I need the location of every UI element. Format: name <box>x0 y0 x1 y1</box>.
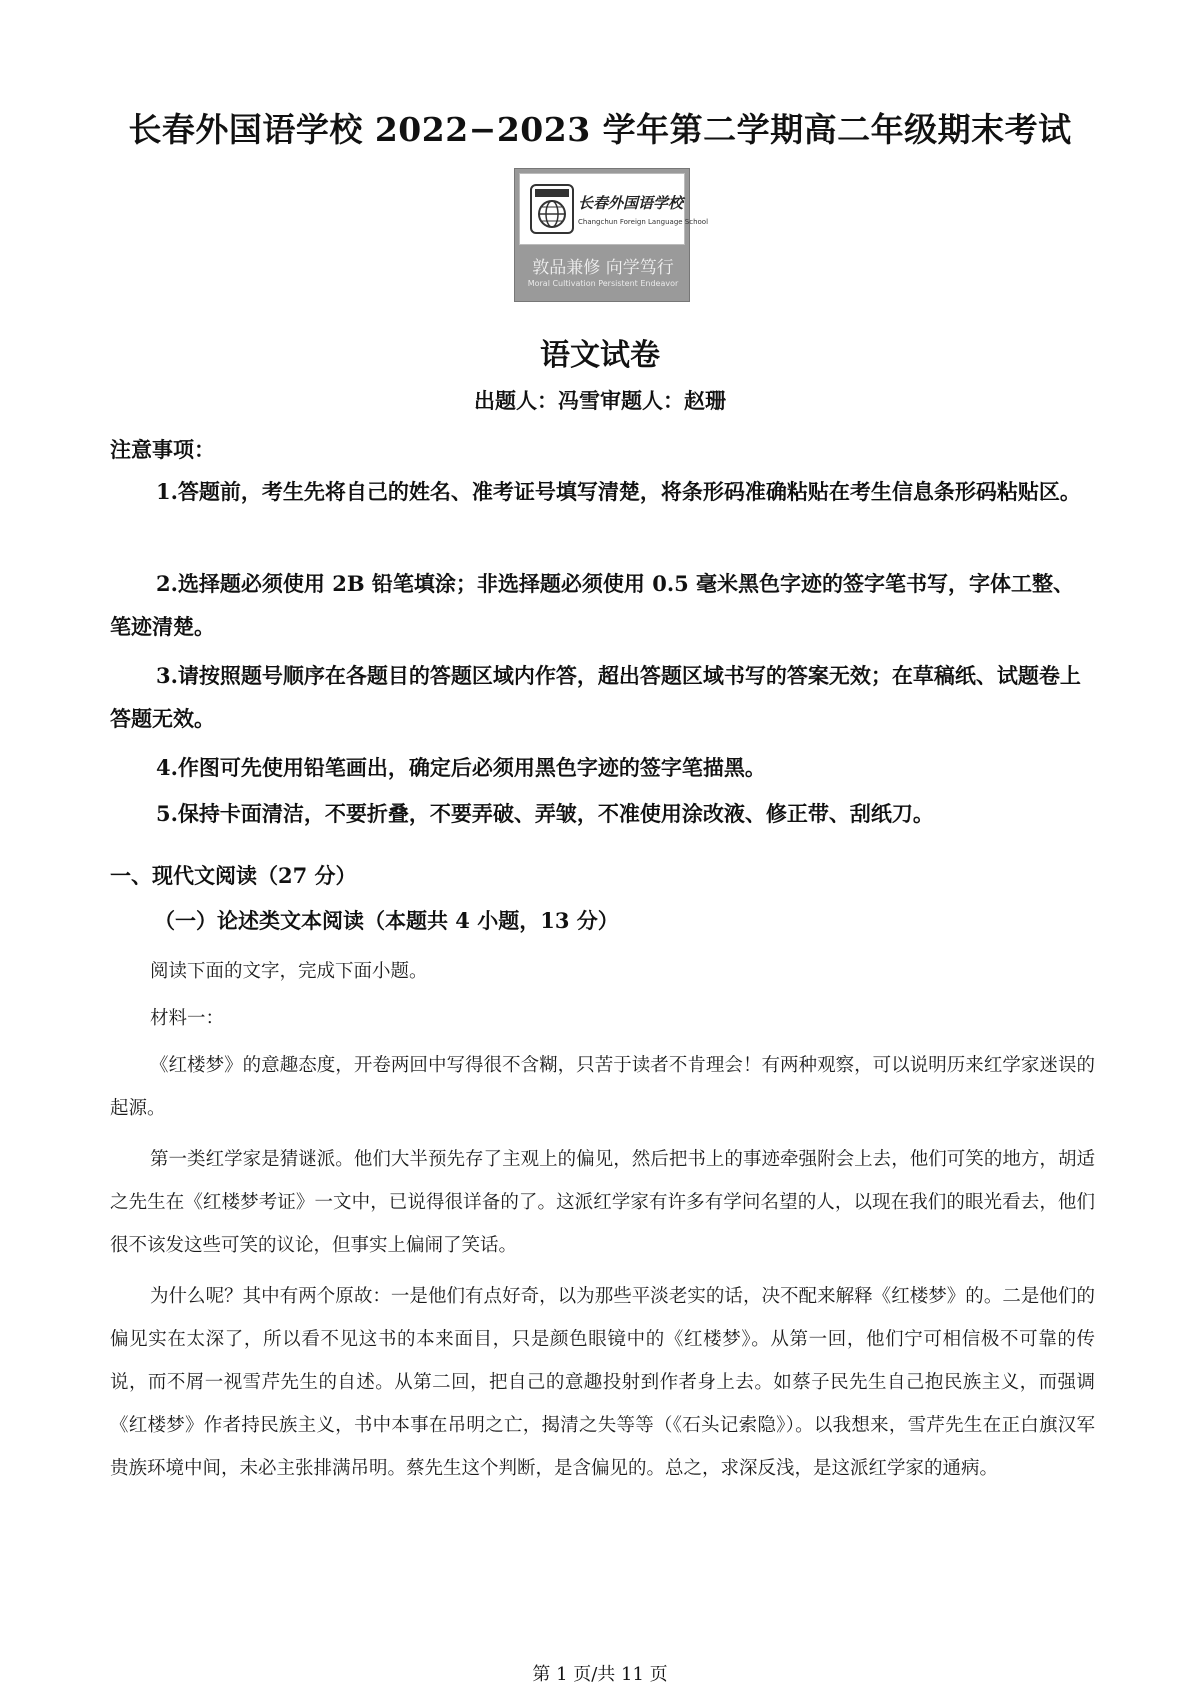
notice-item: 2.选择题必须使用 2B 铅笔填涂；非选择题必须使用 0.5 毫米黑色字迹的签字笔书写，字体工整、笔迹清楚。 <box>110 571 1075 639</box>
school-logo <box>514 168 709 302</box>
notice-item: 3.请按照题号顺序在各题目的答题区域内作答，超出答题区域书写的答案无效；在草稿纸、试题卷上答题无效。 <box>110 663 1081 731</box>
exam-title: 长春外国语学校 2022−2023 学年第二学期高二年级期末考试 <box>128 110 1072 149</box>
notice-heading: 注意事项： <box>110 437 215 462</box>
reading-paragraph: 第一类红学家是猜谜派。他们大半预先存了主观上的偏见，然后把书上的事迹牵强附会上去，他们可笑的地方，胡适之先生在《红楼梦考证》一文中，已说得很详备的了。这派红学家有许多有学问名望的人，以现在我们的眼光看去，他们很不该发这些可笑的议论，但事实上偏闹了笑话。 <box>110 1149 1095 1256</box>
reading-instruction: 阅读下面的文字，完成下面小题。 <box>150 961 428 982</box>
reading-paragraph: 《红楼梦》的意趣态度，开卷两回中写得很不含糊，只苦于读者不肯理会！有两种观察，可以说明历来红学家迷误的起源。 <box>110 1055 1095 1119</box>
reading-paragraph: 为什么呢？其中有两个原故：一是他们有点好奇，以为那些平淡老实的话，决不配来解释《红楼梦》的。二是他们的偏见实在太深了，所以看不见这书的本来面目，只是颜色眼镜中的《红楼梦》。从第一回，他们宁可相信极不可靠的传说，而不屑一视雪芹先生的自述。从第二回，把自己的意趣投射到作者身上去。如蔡子民先生自己抱民族主义，而强调《红楼梦》作者持民族主义，书中本事在吊明之亡，揭清之失等等（《石头记索隐》）。以我想来，雪芹先生在正白旗汉军贵族环境中间，未必主张排满吊明。蔡先生这个判断，是含偏见的。总之，求深反浅，是这派红学家的通病。 <box>110 1286 1095 1479</box>
section-title: 一、现代文阅读（27 分） <box>110 863 357 888</box>
school-emblem-icon <box>530 184 574 234</box>
material-label: 材料一： <box>150 1008 225 1029</box>
notice-item: 1.答题前，考生先将自己的姓名、准考证号填写清楚，将条形码准确粘贴在考生信息条形码粘贴区。 <box>156 479 1081 504</box>
logo-motto-cn: 敦品兼修 向学笃行 <box>532 258 674 278</box>
exam-authors: 出题人：冯雪审题人：赵珊 <box>474 388 726 413</box>
logo-school-name-en: Changchun Foreign Language School <box>578 218 709 226</box>
logo-motto-en: Moral Cultivation Persistent Endeavor <box>527 279 679 288</box>
notice-item: 4.作图可先使用铅笔画出，确定后必须用黑色字迹的签字笔描黑。 <box>156 755 766 780</box>
logo-school-name-cn: 长春外国语学校 <box>578 194 684 212</box>
notice-item: 5.保持卡面清洁，不要折叠，不要弄破、弄皱，不准使用涂改液、修正带、刮纸刀。 <box>156 801 934 826</box>
page-number: 第 1 页/共 11 页 <box>532 1664 668 1685</box>
subsection-title: （一）论述类文本阅读（本题共 4 小题，13 分） <box>154 908 619 933</box>
exam-subject: 语文试卷 <box>540 338 660 373</box>
logo-top-panel <box>519 173 709 245</box>
